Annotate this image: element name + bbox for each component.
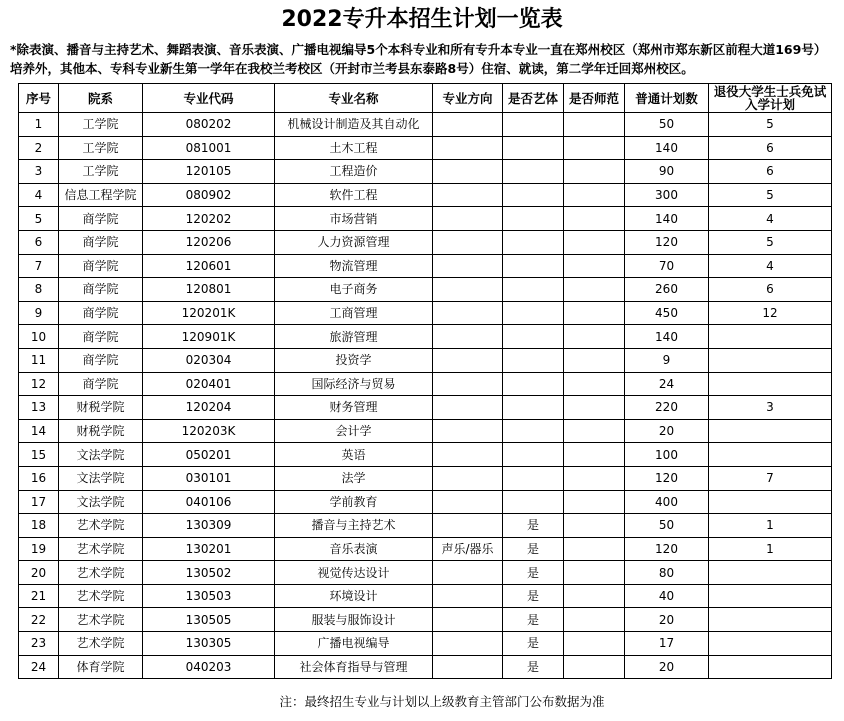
cell-veteran-plan [709, 561, 832, 585]
cell-major-name: 机械设计制造及其自动化 [275, 113, 433, 137]
cell-major-code: 130201 [143, 537, 275, 561]
cell-regular-plan: 24 [625, 372, 709, 396]
cell-major-code: 081001 [143, 136, 275, 160]
cell-department: 商学院 [59, 254, 143, 278]
header-is-normal: 是否师范 [564, 84, 625, 113]
cell-is-art-sport [503, 278, 564, 302]
footnote: 注：最终招生专业与计划以上级教育主管部门公布数据为准 [279, 694, 605, 709]
cell-department: 商学院 [59, 301, 143, 325]
cell-department: 艺术学院 [59, 608, 143, 632]
cell-regular-plan: 20 [625, 419, 709, 443]
cell-major-name: 工程造价 [275, 160, 433, 184]
cell-major-name: 国际经济与贸易 [275, 372, 433, 396]
table-row [19, 136, 832, 160]
cell-veteran-plan [709, 325, 832, 349]
cell-is-art-sport [503, 325, 564, 349]
cell-veteran-plan [709, 348, 832, 372]
cell-department: 商学院 [59, 372, 143, 396]
table-row [19, 301, 832, 325]
cell-direction [433, 136, 503, 160]
cell-veteran-plan: 5 [709, 183, 832, 207]
cell-direction [433, 301, 503, 325]
cell-major-name: 电子商务 [275, 278, 433, 302]
cell-direction [433, 466, 503, 490]
cell-regular-plan: 90 [625, 160, 709, 184]
cell-direction [433, 443, 503, 467]
cell-major-code: 020304 [143, 348, 275, 372]
cell-major-code: 040106 [143, 490, 275, 514]
cell-veteran-plan: 1 [709, 537, 832, 561]
cell-regular-plan: 17 [625, 632, 709, 656]
table-row [19, 348, 832, 372]
cell-seq: 19 [19, 537, 59, 561]
header-veteran-plan: 退役大学生士兵免试入学计划 [709, 84, 832, 113]
table-row [19, 113, 832, 137]
cell-major-name: 会计学 [275, 419, 433, 443]
cell-major-name: 软件工程 [275, 183, 433, 207]
cell-direction: 声乐/器乐 [433, 537, 503, 561]
cell-direction [433, 207, 503, 231]
cell-is-normal [564, 537, 625, 561]
cell-regular-plan: 120 [625, 230, 709, 254]
cell-seq: 17 [19, 490, 59, 514]
cell-is-normal [564, 584, 625, 608]
header-major-name: 专业名称 [275, 84, 433, 113]
cell-direction [433, 372, 503, 396]
cell-is-art-sport [503, 254, 564, 278]
cell-regular-plan: 120 [625, 466, 709, 490]
cell-is-normal [564, 278, 625, 302]
cell-department: 商学院 [59, 278, 143, 302]
cell-is-art-sport [503, 419, 564, 443]
table-row [19, 443, 832, 467]
cell-is-art-sport: 是 [503, 584, 564, 608]
cell-major-code: 120601 [143, 254, 275, 278]
cell-major-name: 广播电视编导 [275, 632, 433, 656]
cell-major-code: 120105 [143, 160, 275, 184]
table-row [19, 584, 832, 608]
cell-department: 财税学院 [59, 396, 143, 420]
table-body [19, 113, 832, 679]
cell-is-normal [564, 490, 625, 514]
table-row [19, 230, 832, 254]
enrollment-plan-table [18, 83, 832, 679]
cell-seq: 2 [19, 136, 59, 160]
cell-veteran-plan [709, 608, 832, 632]
cell-seq: 6 [19, 230, 59, 254]
cell-direction [433, 160, 503, 184]
cell-major-name: 旅游管理 [275, 325, 433, 349]
cell-seq: 4 [19, 183, 59, 207]
cell-is-art-sport [503, 183, 564, 207]
cell-direction [433, 278, 503, 302]
header-seq: 序号 [19, 84, 59, 113]
cell-major-code: 050201 [143, 443, 275, 467]
table-row [19, 537, 832, 561]
cell-major-name: 视觉传达设计 [275, 561, 433, 585]
cell-direction [433, 396, 503, 420]
cell-seq: 16 [19, 466, 59, 490]
cell-department: 工学院 [59, 136, 143, 160]
cell-major-name: 环境设计 [275, 584, 433, 608]
cell-seq: 14 [19, 419, 59, 443]
cell-major-code: 020401 [143, 372, 275, 396]
cell-department: 艺术学院 [59, 514, 143, 538]
cell-regular-plan: 50 [625, 514, 709, 538]
table-row [19, 207, 832, 231]
cell-regular-plan: 260 [625, 278, 709, 302]
cell-direction [433, 348, 503, 372]
cell-is-normal [564, 254, 625, 278]
cell-is-art-sport [503, 113, 564, 137]
cell-major-name: 工商管理 [275, 301, 433, 325]
cell-seq: 9 [19, 301, 59, 325]
cell-seq: 3 [19, 160, 59, 184]
cell-is-normal [564, 514, 625, 538]
cell-major-code: 120202 [143, 207, 275, 231]
cell-veteran-plan [709, 419, 832, 443]
cell-is-normal [564, 325, 625, 349]
cell-seq: 20 [19, 561, 59, 585]
cell-department: 艺术学院 [59, 584, 143, 608]
cell-is-normal [564, 443, 625, 467]
cell-is-normal [564, 183, 625, 207]
cell-department: 体育学院 [59, 655, 143, 679]
cell-direction [433, 561, 503, 585]
cell-seq: 12 [19, 372, 59, 396]
cell-major-name: 社会体育指导与管理 [275, 655, 433, 679]
cell-seq: 23 [19, 632, 59, 656]
cell-is-normal [564, 113, 625, 137]
table-row [19, 608, 832, 632]
cell-veteran-plan [709, 443, 832, 467]
cell-direction [433, 230, 503, 254]
cell-department: 财税学院 [59, 419, 143, 443]
cell-direction [433, 419, 503, 443]
cell-is-normal [564, 136, 625, 160]
cell-regular-plan: 300 [625, 183, 709, 207]
cell-major-name: 财务管理 [275, 396, 433, 420]
cell-is-art-sport [503, 372, 564, 396]
cell-veteran-plan: 5 [709, 113, 832, 137]
cell-veteran-plan: 7 [709, 466, 832, 490]
table-row [19, 632, 832, 656]
header-major-code: 专业代码 [143, 84, 275, 113]
cell-veteran-plan: 6 [709, 136, 832, 160]
cell-major-code: 080202 [143, 113, 275, 137]
cell-regular-plan: 220 [625, 396, 709, 420]
cell-veteran-plan [709, 584, 832, 608]
cell-seq: 1 [19, 113, 59, 137]
cell-regular-plan: 120 [625, 537, 709, 561]
cell-direction [433, 608, 503, 632]
cell-is-normal [564, 608, 625, 632]
cell-department: 信息工程学院 [59, 183, 143, 207]
cell-seq: 13 [19, 396, 59, 420]
cell-is-normal [564, 160, 625, 184]
cell-seq: 18 [19, 514, 59, 538]
cell-seq: 11 [19, 348, 59, 372]
cell-department: 商学院 [59, 325, 143, 349]
table-row [19, 490, 832, 514]
table-row [19, 396, 832, 420]
cell-regular-plan: 140 [625, 325, 709, 349]
cell-department: 文法学院 [59, 443, 143, 467]
cell-major-code: 130502 [143, 561, 275, 585]
cell-department: 艺术学院 [59, 537, 143, 561]
cell-regular-plan: 20 [625, 608, 709, 632]
cell-seq: 21 [19, 584, 59, 608]
cell-veteran-plan: 1 [709, 514, 832, 538]
cell-is-art-sport [503, 136, 564, 160]
cell-is-art-sport [503, 443, 564, 467]
cell-department: 文法学院 [59, 490, 143, 514]
cell-major-code: 130505 [143, 608, 275, 632]
cell-is-art-sport [503, 348, 564, 372]
cell-regular-plan: 40 [625, 584, 709, 608]
cell-veteran-plan: 3 [709, 396, 832, 420]
cell-major-name: 学前教育 [275, 490, 433, 514]
cell-major-code: 120801 [143, 278, 275, 302]
cell-department: 文法学院 [59, 466, 143, 490]
cell-is-normal [564, 561, 625, 585]
cell-major-code: 130503 [143, 584, 275, 608]
cell-regular-plan: 400 [625, 490, 709, 514]
cell-is-art-sport [503, 160, 564, 184]
table-row [19, 254, 832, 278]
cell-department: 艺术学院 [59, 561, 143, 585]
cell-is-art-sport: 是 [503, 608, 564, 632]
cell-is-art-sport [503, 490, 564, 514]
cell-major-name: 播音与主持艺术 [275, 514, 433, 538]
cell-major-name: 音乐表演 [275, 537, 433, 561]
cell-major-name: 服装与服饰设计 [275, 608, 433, 632]
cell-seq: 5 [19, 207, 59, 231]
cell-regular-plan: 70 [625, 254, 709, 278]
cell-major-code: 030101 [143, 466, 275, 490]
cell-is-normal [564, 301, 625, 325]
cell-is-art-sport [503, 396, 564, 420]
campus-note: *除表演、播音与主持艺术、舞蹈表演、音乐表演、广播电视编导5个本科专业和所有专升本专业一直在郑州校区（郑州市郑东新区前程大道169号）培养外，其他本、专科专业新生第一学年在我校兰考校区（开封市兰考县东泰路8号）住宿、就读，第二学年迁回郑州校区。 [10, 42, 827, 76]
cell-major-name: 投资学 [275, 348, 433, 372]
cell-major-code: 120204 [143, 396, 275, 420]
table-header-row [19, 84, 832, 113]
cell-veteran-plan [709, 490, 832, 514]
header-direction: 专业方向 [433, 84, 503, 113]
cell-major-name: 物流管理 [275, 254, 433, 278]
table-row [19, 183, 832, 207]
cell-is-normal [564, 419, 625, 443]
cell-seq: 15 [19, 443, 59, 467]
cell-major-code: 040203 [143, 655, 275, 679]
cell-seq: 24 [19, 655, 59, 679]
cell-regular-plan: 100 [625, 443, 709, 467]
cell-is-art-sport [503, 230, 564, 254]
cell-regular-plan: 80 [625, 561, 709, 585]
cell-major-code: 130309 [143, 514, 275, 538]
cell-major-name: 法学 [275, 466, 433, 490]
cell-is-art-sport: 是 [503, 655, 564, 679]
cell-seq: 10 [19, 325, 59, 349]
cell-direction [433, 514, 503, 538]
page-title: 2022专升本招生计划一览表 [281, 7, 563, 32]
cell-seq: 22 [19, 608, 59, 632]
cell-is-art-sport [503, 301, 564, 325]
cell-direction [433, 632, 503, 656]
cell-regular-plan: 50 [625, 113, 709, 137]
cell-direction [433, 655, 503, 679]
cell-is-normal [564, 372, 625, 396]
cell-regular-plan: 140 [625, 136, 709, 160]
cell-major-code: 120201K [143, 301, 275, 325]
cell-veteran-plan: 4 [709, 254, 832, 278]
table-row [19, 655, 832, 679]
cell-is-art-sport: 是 [503, 514, 564, 538]
cell-major-name: 土木工程 [275, 136, 433, 160]
cell-department: 商学院 [59, 230, 143, 254]
cell-veteran-plan [709, 655, 832, 679]
table-row [19, 278, 832, 302]
cell-department: 商学院 [59, 348, 143, 372]
cell-major-code: 120901K [143, 325, 275, 349]
header-regular-plan: 普通计划数 [625, 84, 709, 113]
cell-direction [433, 325, 503, 349]
cell-major-name: 英语 [275, 443, 433, 467]
cell-is-normal [564, 632, 625, 656]
cell-regular-plan: 20 [625, 655, 709, 679]
cell-seq: 8 [19, 278, 59, 302]
cell-veteran-plan [709, 632, 832, 656]
cell-direction [433, 490, 503, 514]
cell-regular-plan: 9 [625, 348, 709, 372]
cell-veteran-plan: 12 [709, 301, 832, 325]
cell-is-normal [564, 230, 625, 254]
cell-direction [433, 183, 503, 207]
cell-major-code: 130305 [143, 632, 275, 656]
table-row [19, 419, 832, 443]
cell-major-code: 080902 [143, 183, 275, 207]
table-row [19, 160, 832, 184]
cell-major-code: 120206 [143, 230, 275, 254]
cell-is-art-sport: 是 [503, 561, 564, 585]
cell-is-normal [564, 348, 625, 372]
cell-is-art-sport: 是 [503, 632, 564, 656]
table-row [19, 561, 832, 585]
cell-veteran-plan: 4 [709, 207, 832, 231]
cell-regular-plan: 450 [625, 301, 709, 325]
cell-department: 商学院 [59, 207, 143, 231]
cell-department: 艺术学院 [59, 632, 143, 656]
cell-major-name: 市场营销 [275, 207, 433, 231]
table-row [19, 325, 832, 349]
cell-is-art-sport [503, 466, 564, 490]
cell-seq: 7 [19, 254, 59, 278]
cell-department: 工学院 [59, 113, 143, 137]
cell-is-normal [564, 466, 625, 490]
table-row [19, 466, 832, 490]
cell-major-name: 人力资源管理 [275, 230, 433, 254]
cell-is-normal [564, 396, 625, 420]
cell-veteran-plan: 6 [709, 278, 832, 302]
cell-department: 工学院 [59, 160, 143, 184]
cell-regular-plan: 140 [625, 207, 709, 231]
cell-is-art-sport [503, 207, 564, 231]
header-is-art-sport: 是否艺体 [503, 84, 564, 113]
cell-is-normal [564, 207, 625, 231]
cell-direction [433, 254, 503, 278]
cell-is-normal [564, 655, 625, 679]
cell-direction [433, 584, 503, 608]
table-row [19, 372, 832, 396]
header-department: 院系 [59, 84, 143, 113]
cell-veteran-plan [709, 372, 832, 396]
cell-is-art-sport: 是 [503, 537, 564, 561]
cell-direction [433, 113, 503, 137]
cell-major-code: 120203K [143, 419, 275, 443]
cell-veteran-plan: 5 [709, 230, 832, 254]
cell-veteran-plan: 6 [709, 160, 832, 184]
table-row [19, 514, 832, 538]
